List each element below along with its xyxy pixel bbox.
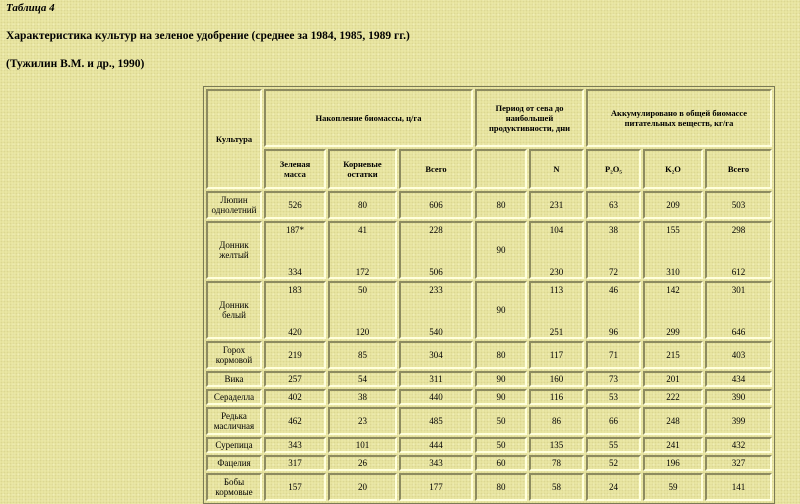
subheader-k2o: K₂O	[643, 149, 703, 189]
green-mass-line-1: 183	[288, 285, 302, 295]
p2o5-value	[586, 281, 641, 339]
biomass-total-value: 311	[399, 371, 473, 387]
root-residues-line-2: 120	[355, 327, 370, 337]
root-residues-value	[328, 221, 397, 279]
green-mass-value: 526	[264, 191, 326, 219]
k2o-value: 215	[643, 341, 703, 369]
n-value: 135	[529, 437, 584, 453]
green-mass-value: 157	[264, 473, 326, 501]
table-row	[206, 389, 772, 405]
nutrients-total-value: 503	[705, 191, 772, 219]
root-residues-value: 23	[328, 407, 397, 435]
root-residues-value: 101	[328, 437, 397, 453]
subheader-biomass-total: Всего	[399, 149, 473, 189]
green-mass-value: 343	[264, 437, 326, 453]
table-row	[206, 221, 772, 279]
nutrients-total-value: 141	[705, 473, 772, 501]
biomass-total-value	[399, 221, 473, 279]
biomass-total-value: 177	[399, 473, 473, 501]
page-title: Характеристика культур на зеленое удобрение (среднее за 1984, 1985, 1989 гг.)	[6, 30, 410, 42]
n-value: 86	[529, 407, 584, 435]
subheader-nutrients-total: Всего	[705, 149, 772, 189]
p2o5-value	[586, 221, 641, 279]
table-row	[206, 341, 772, 369]
table-row	[206, 281, 772, 339]
p2o5-value: 53	[586, 389, 641, 405]
root-residues-line-1: 41	[358, 225, 367, 235]
biomass-total-value: 606	[399, 191, 473, 219]
period-days-value: 80	[475, 191, 527, 219]
biomass-total-line-2: 540	[429, 327, 443, 337]
period-days-value: 90	[475, 389, 527, 405]
n-line-2: 251	[549, 327, 564, 337]
p2o5-value: 24	[586, 473, 641, 501]
header-accumulated: Аккумулировано в общей биомассе питательных веществ, кг/га	[586, 89, 772, 147]
nutrients-total-value: 403	[705, 341, 772, 369]
period-days-value: 80	[475, 473, 527, 501]
k2o-value: 59	[643, 473, 703, 501]
green-mass-value	[264, 281, 326, 339]
biomass-total-value: 440	[399, 389, 473, 405]
p2o5-line-2: 72	[609, 267, 618, 277]
nutrients-total-line-1: 301	[731, 285, 746, 295]
period-days-value: 60	[475, 455, 527, 471]
nutrients-total-value: 390	[705, 389, 772, 405]
crop-name: Горох кормовой	[206, 341, 262, 369]
biomass-total-value	[399, 281, 473, 339]
biomass-total-line-2: 506	[429, 267, 443, 277]
k2o-value	[643, 281, 703, 339]
green-mass-value: 257	[264, 371, 326, 387]
n-line-1: 113	[549, 285, 564, 295]
header-period: Период от сева до наибольшей продуктивности, дни	[475, 89, 584, 147]
biomass-total-line-1: 233	[429, 285, 443, 295]
table-row	[206, 437, 772, 453]
p2o5-value: 52	[586, 455, 641, 471]
p2o5-value: 63	[586, 191, 641, 219]
k2o-value: 248	[643, 407, 703, 435]
biomass-total-value: 485	[399, 407, 473, 435]
nutrients-total-value: 432	[705, 437, 772, 453]
green-mass-value: 462	[264, 407, 326, 435]
p2o5-value: 73	[586, 371, 641, 387]
crop-name: Донник желтый	[206, 221, 262, 279]
crop-name: Бобы кормовые	[206, 473, 262, 501]
period-days-value: 50	[475, 437, 527, 453]
p2o5-line-1: 46	[609, 285, 618, 295]
crop-name: Донник белый	[206, 281, 262, 339]
p2o5-value: 71	[586, 341, 641, 369]
root-residues-value: 20	[328, 473, 397, 501]
p2o5-value: 66	[586, 407, 641, 435]
crops-table	[203, 86, 775, 504]
k2o-value: 209	[643, 191, 703, 219]
k2o-value: 201	[643, 371, 703, 387]
nutrients-total-value: 399	[705, 407, 772, 435]
table-row	[206, 407, 772, 435]
green-mass-line-1: 187*	[286, 225, 304, 235]
subheader-root-residues: Корневые остатки	[328, 149, 397, 189]
n-value: 231	[529, 191, 584, 219]
nutrients-total-line-1: 298	[731, 225, 746, 235]
k2o-value	[643, 221, 703, 279]
subheader-green-mass: Зеленая масса	[264, 149, 326, 189]
crop-name: Люпин однолетний	[206, 191, 262, 219]
root-residues-value: 38	[328, 389, 397, 405]
root-residues-line-2: 172	[355, 267, 370, 277]
table-row	[206, 191, 772, 219]
crop-name: Вика	[206, 371, 262, 387]
header-biomass: Накопление биомассы, ц/га	[264, 89, 473, 147]
n-value: 78	[529, 455, 584, 471]
n-value: 116	[529, 389, 584, 405]
nutrients-total-value: 327	[705, 455, 772, 471]
green-mass-value: 317	[264, 455, 326, 471]
n-line-1: 104	[549, 225, 564, 235]
k2o-value: 241	[643, 437, 703, 453]
k2o-line-1: 155	[666, 225, 680, 235]
table-label: Таблица 4	[6, 2, 55, 14]
root-residues-value: 85	[328, 341, 397, 369]
period-days-value: 90	[475, 221, 527, 279]
table-row	[206, 371, 772, 387]
crop-name: Сурепица	[206, 437, 262, 453]
green-mass-line-2: 334	[288, 267, 302, 277]
nutrients-total-value	[705, 221, 772, 279]
crop-name: Сераделла	[206, 389, 262, 405]
source-citation: (Тужилин В.М. и др., 1990)	[6, 58, 145, 70]
root-residues-value: 54	[328, 371, 397, 387]
period-days-value: 80	[475, 341, 527, 369]
period-days-value: 90	[475, 371, 527, 387]
green-mass-value: 402	[264, 389, 326, 405]
period-days-value: 90	[475, 281, 527, 339]
nutrients-total-value	[705, 281, 772, 339]
n-value: 160	[529, 371, 584, 387]
n-line-2: 230	[549, 267, 564, 277]
biomass-total-value: 343	[399, 455, 473, 471]
k2o-value: 196	[643, 455, 703, 471]
biomass-total-value: 304	[399, 341, 473, 369]
period-days-value: 50	[475, 407, 527, 435]
k2o-line-1: 142	[666, 285, 680, 295]
green-mass-line-2: 420	[288, 327, 302, 337]
n-value	[529, 281, 584, 339]
k2o-line-2: 299	[666, 327, 680, 337]
biomass-total-value: 444	[399, 437, 473, 453]
crop-name: Редька масличная	[206, 407, 262, 435]
nutrients-total-line-2: 612	[731, 267, 746, 277]
p2o5-line-2: 96	[609, 327, 618, 337]
p2o5-value: 55	[586, 437, 641, 453]
header-culture: Культура	[206, 89, 262, 189]
subheader-n: N	[529, 149, 584, 189]
k2o-line-2: 310	[666, 267, 680, 277]
green-mass-value	[264, 221, 326, 279]
nutrients-total-line-2: 646	[731, 327, 746, 337]
crop-name: Фацелия	[206, 455, 262, 471]
root-residues-value	[328, 281, 397, 339]
green-mass-value: 219	[264, 341, 326, 369]
nutrients-total-value: 434	[705, 371, 772, 387]
root-residues-value: 80	[328, 191, 397, 219]
root-residues-value: 26	[328, 455, 397, 471]
k2o-value: 222	[643, 389, 703, 405]
table-row	[206, 473, 772, 501]
subheader-period	[475, 149, 527, 189]
n-value: 58	[529, 473, 584, 501]
biomass-total-line-1: 228	[429, 225, 443, 235]
n-value: 117	[529, 341, 584, 369]
p2o5-line-1: 38	[609, 225, 618, 235]
table-row	[206, 455, 772, 471]
n-value	[529, 221, 584, 279]
subheader-p2o5: P₂O₅	[586, 149, 641, 189]
root-residues-line-1: 50	[358, 285, 367, 295]
